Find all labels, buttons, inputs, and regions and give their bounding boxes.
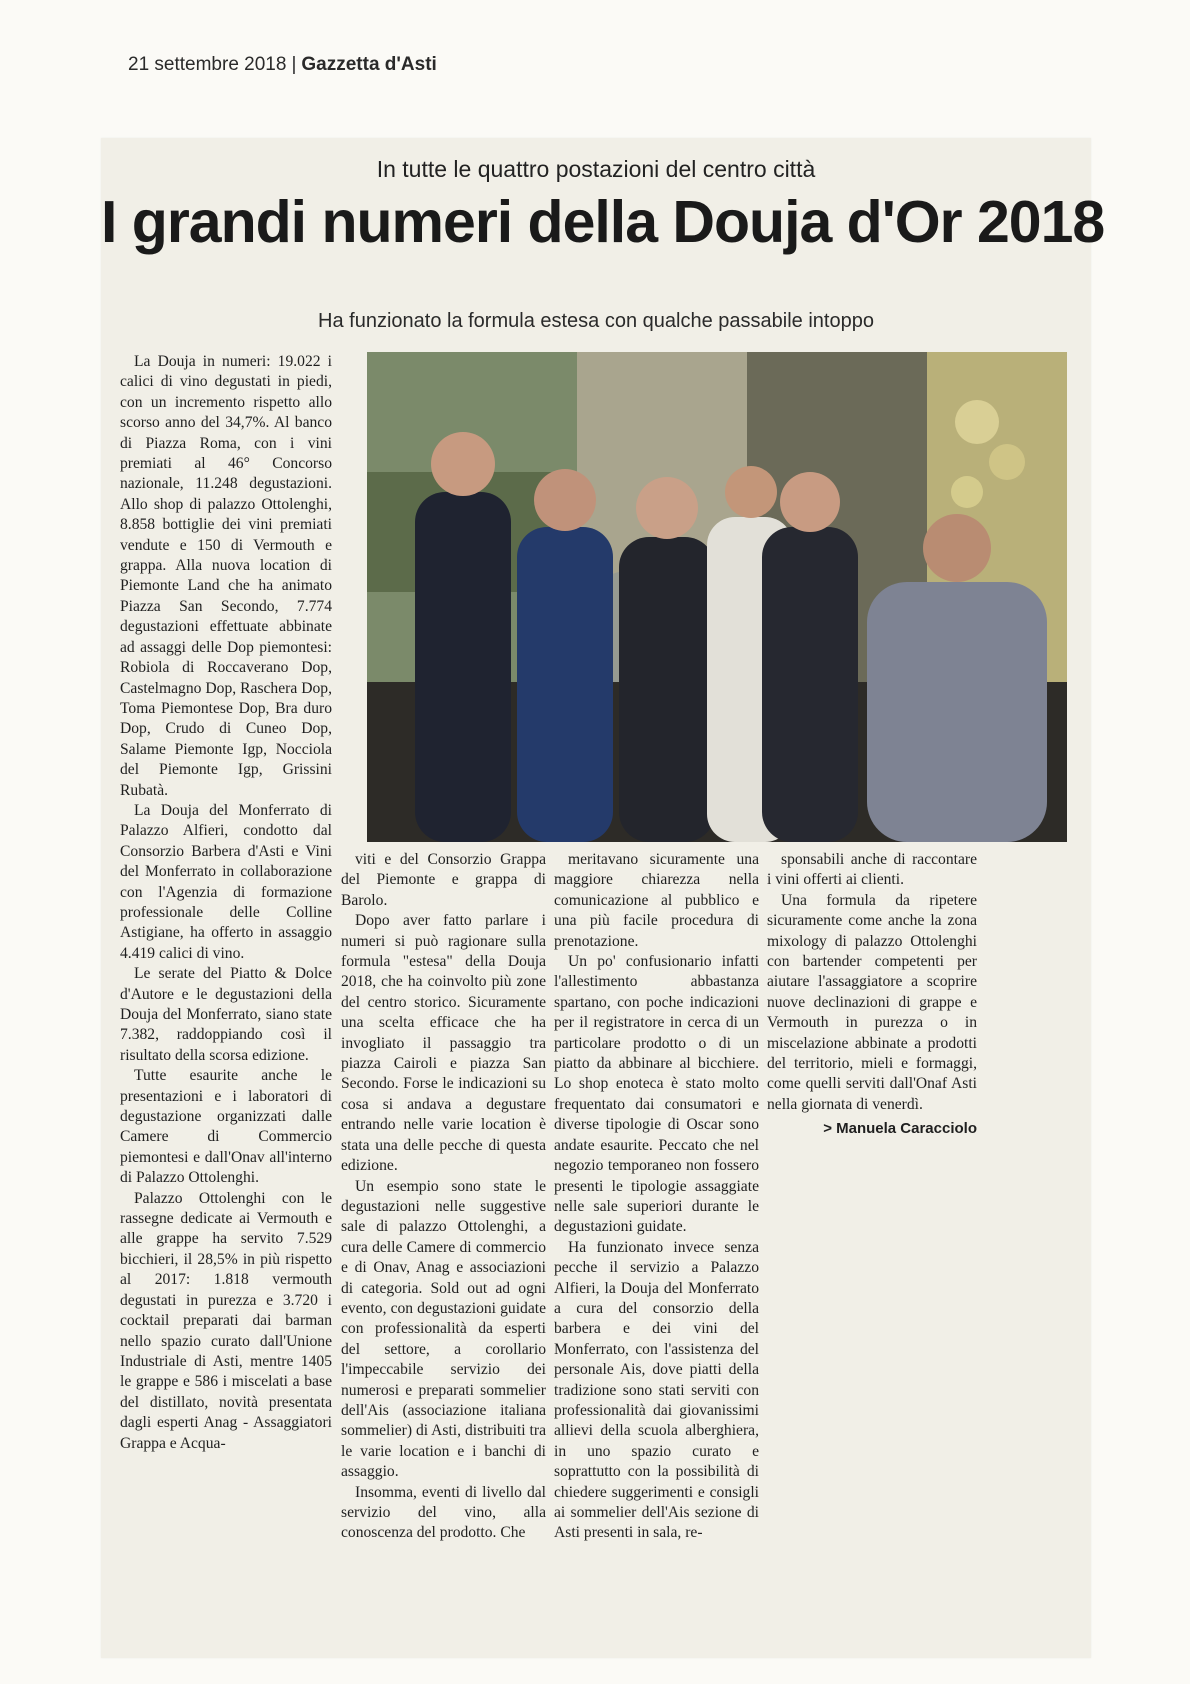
article-paragraph: Un po' confusionario infatti l'allestimento abbastanza spartano, con poche indicazioni per il registratore in cerca di un particolare prodotto o di un piatto da abbinare al bicchiere. Lo shop enoteca è stato molto frequentato dai consumatori e diverse tipologie di Oscar sono andate esaurite. Peccato che nel negozio temporaneo non fossero presenti le tipologie assaggiate nelle sale superiori durante le degustazioni guidate. bbox=[554, 953, 759, 1236]
article-paragraph: meritavano sicuramente una maggiore chiarezza nella comunicazione al pubblico e una più facile procedura di prenotazione. bbox=[554, 851, 759, 950]
article-column-1 bbox=[120, 352, 332, 1454]
group-photo-icon bbox=[367, 352, 1067, 842]
article-paragraph: La Douja in numeri: 19.022 i calici di vino degustati in piedi, con un incremento rispetto allo scorso anno del 34,7%. Al banco di Piazza Roma, con i vini premiati al 46° Concorso nazionale, 11.248 degustazioni. Allo shop di palazzo Ottolenghi, 8.858 bottiglie dei vini premiati vendute e 150 di Vermouth e grappa. Alla nuova location di Piemonte Land che ha animato Piazza San Secondo, 7.774 degustazioni effettuate abbinate ad assaggi delle Dop piemontesi: Robiola di Roccaverano Dop, Castelmagno Dop, Raschera Dop, Toma Piemontese Dop, Bra duro Dop, Crudo di Cuneo Dop, Salame Piemonte Igp, Nocciola del Piemonte Igp, Grissini Rubatà. bbox=[120, 353, 332, 799]
article-paragraph: Dopo aver fatto parlare i numeri si può ragionare sulla formula "estesa" della Douja 2018, che ha coinvolto più zone del centro storico. Sicuramente una scelta efficace che ha invogliato il passaggio tra piazza Cairoli e piazza San Secondo. Forse le indicazioni su cosa si andava a degustare entrando nelle varie location è stata una delle pecche di questa edizione. bbox=[341, 912, 546, 1175]
article-paragraph: Le serate del Piatto & Dolce d'Autore e le degustazioni della Douja del Monferrato, siano state 7.382, raddoppiando così il risultato della scorsa edizione. bbox=[120, 965, 332, 1064]
article-paragraph: viti e del Consorzio Grappa del Piemonte e grappa di Barolo. bbox=[341, 851, 546, 909]
article-paragraph: Un esempio sono state le degustazioni nelle suggestive sale di palazzo Ottolenghi, a cura delle Camere di commercio e di Onav, Anag e associazioni di categoria. Sold out ad ogni evento, con degustazioni guidate con professionalità da esperti del settore, a corollario l'impeccabile servizio dei numerosi e preparati sommelier dell'Ais (associazione italiana sommelier) di Asti, distribuiti tra le varie location e i banchi di assaggio. bbox=[341, 1177, 546, 1481]
article-kicker: In tutte le quattro postazioni del centro città bbox=[376, 156, 816, 182]
article-column-4 bbox=[767, 850, 977, 1140]
masthead-separator: | bbox=[291, 54, 297, 75]
article-paragraph: Tutte esaurite anche le presentazioni e i laboratori di degustazione organizzati dalle Camere di Commercio piemontesi e dall'Onav all'interno di Palazzo Ottolenghi. bbox=[120, 1067, 332, 1187]
masthead bbox=[128, 54, 437, 76]
article-paragraph: Una formula da ripetere sicuramente come anche la zona mixology di palazzo Ottolenghi con bartender competenti per aiutare l'assaggiatore a scoprire nuove declinazioni di grappe e Vermouth in purezza o in miscelazione abbinate a prodotti del territorio, mieli e formaggi, come quelli serviti dall'Onaf Asti nella giornata di venerdì. bbox=[767, 891, 977, 1113]
article-byline: > Manuela Caracciolo bbox=[823, 1120, 977, 1138]
article-paragraph: La Douja del Monferrato di Palazzo Alfieri, condotto dal Consorzio Barbera d'Asti e Vini del Monferrato in collaborazione con l'Agenzia di formazione professionale delle Colline Astigiane, ha offerto in assaggio 4.419 calici di vino. bbox=[120, 801, 332, 962]
masthead-publication: Gazzetta d'Asti bbox=[301, 54, 437, 75]
article-column-3 bbox=[554, 850, 759, 1544]
article-clipping bbox=[101, 138, 1105, 1658]
article-subheadline: Ha funzionato la formula estesa con qualche passabile intoppo bbox=[318, 310, 874, 332]
masthead-date: 21 settembre 2018 bbox=[128, 54, 287, 75]
article-paragraph: sponsabili anche di raccontare i vini offerti ai clienti. bbox=[767, 851, 977, 889]
article-paragraph: Insomma, eventi di livello dal servizio del vino, alla conoscenza del prodotto. Che bbox=[341, 1483, 546, 1542]
article-column-2 bbox=[341, 850, 546, 1544]
article-paragraph: Palazzo Ottolenghi con le rassegne dedicate ai Vermouth e alle grappe ha servito 7.529 bicchieri, il 28,5% in più rispetto al 2017: 1.818 vermouth degustati in purezza e 3.720 i cocktail preparati dai barman nello spazio curato dall'Unione Industriale di Asti, mentre 1405 le grappe e 586 i miscelati a base del distillato, novità presentata dagli esperti Anag - Assaggiatori Grappa e Acqua- bbox=[120, 1189, 332, 1452]
article-paragraph: Ha funzionato invece senza pecche il servizio a Palazzo Alfieri, la Douja del Monferrato a cura del consorzio della barbera e dei vini del Monferrato, con l'assistenza del personale Ais, dove piatti della tradizione sono stati serviti con professionalità dai giovanissimi allievi della scuola alberghiera, in uno spazio curato e soprattutto con la possibilità di chiedere suggerimenti e consigli ai sommelier dell'Ais sezione di Asti presenti in sala, re- bbox=[554, 1238, 759, 1542]
article-headline: I grandi numeri della Douja d'Or 2018 bbox=[101, 189, 1105, 255]
